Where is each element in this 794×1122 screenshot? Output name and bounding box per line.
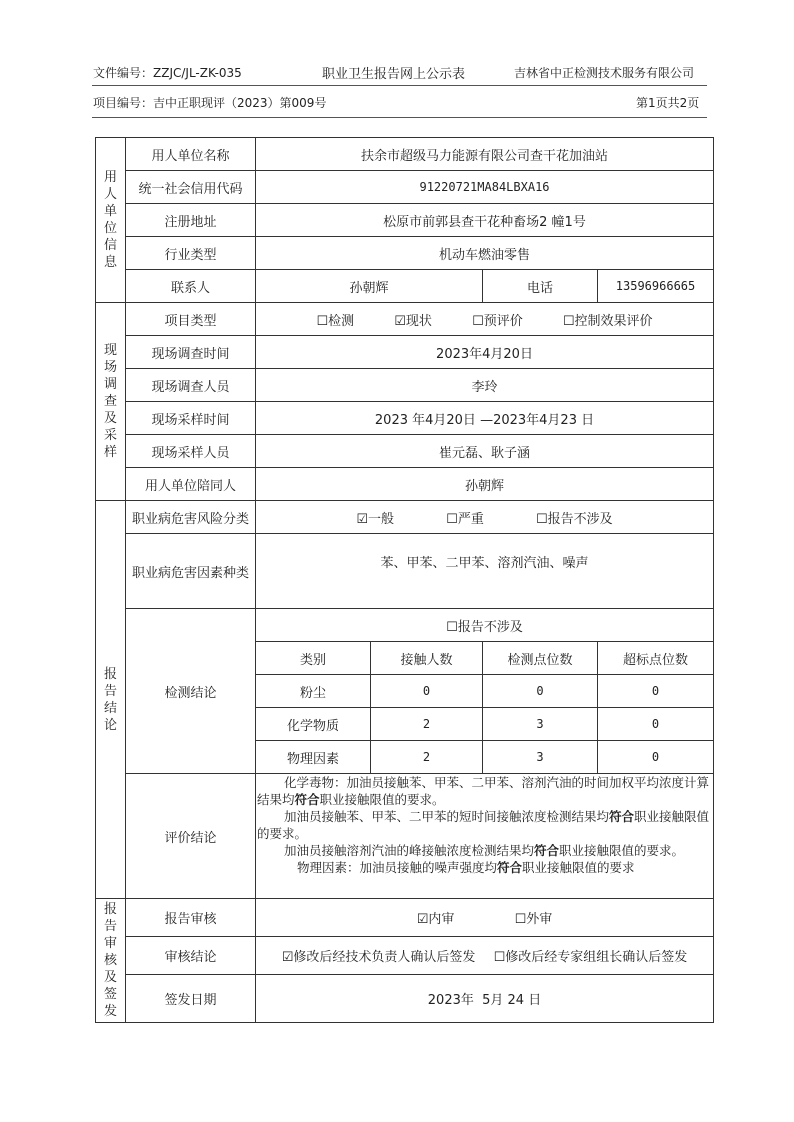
option-pre-evaluation: ☐预评价 [472,313,523,329]
header-rule-2 [92,117,707,118]
review-label: 报告审核 [126,899,256,937]
project-number: 项目编号：吉中正职现评（2023）第009号 [93,96,327,110]
eval-short-term: 加油员接触苯、甲苯、二甲苯的短时间接触浓度检测结果均符合职业接触限值的要求。 [257,809,710,841]
project-type-label: 项目类型 [126,303,256,336]
employer-name-label: 用人单位名称 [126,138,256,171]
option-not-involved: ☐报告不涉及 [535,511,613,527]
review-result-options [256,937,714,975]
row-category: 物理因素 [256,741,371,774]
row-category: 粉尘 [256,675,371,708]
sampling-time-label: 现场采样时间 [126,402,256,435]
hazard-factors-label: 职业病危害因素种类 [126,534,256,609]
project-type-options [256,303,714,336]
phone-number: 13596966665 [598,270,714,303]
registered-address: 松原市前郭县查干花种畜场2 幢1号 [256,204,714,237]
disclosure-table [95,137,714,1023]
col-test-points: 检测点位数 [483,642,598,675]
sampler: 崔元磊、耿子涵 [256,435,714,468]
header-rule [92,85,707,86]
section-review-issuance: 报 告 审 核 及 签 发 [96,899,126,1023]
eval-peak: 加油员接触溶剂汽油的峰接触浓度检测结果均符合职业接触限值的要求。 [284,843,685,858]
page-number: 第1页共2页 [636,96,700,110]
evaluation-conclusion-label: 评价结论 [126,774,256,899]
detection-not-involved: ☐报告不涉及 [256,609,714,642]
review-result-label: 审核结论 [126,937,256,975]
credit-code: 91220721MA84LBXA16 [256,171,714,204]
row-exposed-count: 0 [371,675,483,708]
risk-class-options [256,501,714,534]
eval-physical: 物理因素：加油员接触的噪声强度均符合职业接触限值的要求 [297,860,635,875]
risk-class-label: 职业病危害风险分类 [126,501,256,534]
evaluation-conclusion [256,774,714,899]
contact-person: 孙朝辉 [256,270,483,303]
review-options [256,899,714,937]
surveyor: 李玲 [256,369,714,402]
industry-label: 行业类型 [126,237,256,270]
row-test-points: 3 [483,708,598,741]
section-employer-info: 用 人 单 位 信 息 [96,138,126,303]
detection-conclusion-label: 检测结论 [126,609,256,774]
sampling-time: 2023 年4月20日 —2023年4月23 日 [256,402,714,435]
industry-type: 机动车燃油零售 [256,237,714,270]
section-report-conclusion: 报 告 结 论 [96,501,126,899]
option-current-status: ☑现状 [394,313,432,329]
section-survey-sampling: 现 场 调 查 及 采 样 [96,303,126,501]
row-exceed-points: 0 [598,708,714,741]
sampler-label: 现场采样人员 [126,435,256,468]
document-title: 职业卫生报告网上公示表 [322,67,466,82]
row-test-points: 3 [483,741,598,774]
phone-label: 电话 [483,270,598,303]
option-serious: ☐严重 [446,511,484,527]
surveyor-label: 现场调查人员 [126,369,256,402]
survey-time: 2023年4月20日 [256,336,714,369]
option-control-effect: ☐控制效果评价 [562,313,653,329]
hazard-factors: 苯、甲苯、二甲苯、溶剂汽油、噪声 [256,534,714,609]
row-exceed-points: 0 [598,675,714,708]
row-category: 化学物质 [256,708,371,741]
col-category: 类别 [256,642,371,675]
row-test-points: 0 [483,675,598,708]
survey-time-label: 现场调查时间 [126,336,256,369]
escort-person: 孙朝辉 [256,468,714,501]
option-general: ☑一般 [356,511,395,527]
col-exceed-points: 超标点位数 [598,642,714,675]
option-internal-review: ☑内审 [416,912,455,927]
row-exposed-count: 2 [371,708,483,741]
option-external-review: ☐外审 [514,912,553,927]
issue-date-label: 签发日期 [126,975,256,1023]
row-exceed-points: 0 [598,741,714,774]
col-exposed-count: 接触人数 [371,642,483,675]
address-label: 注册地址 [126,204,256,237]
eval-chemical: 化学毒物：加油员接触苯、甲苯、二甲苯、溶剂汽油的时间加权平均浓度计算结果均符合职业接触限值的要求。 [257,775,710,807]
file-number: 文件编号：ZZJC/JL-ZK-035 [93,66,242,80]
option-expert-lead: ☐修改后经专家组组长确认后签发 [493,950,688,965]
credit-code-label: 统一社会信用代码 [126,171,256,204]
option-detection: ☐检测 [316,313,355,329]
contact-label: 联系人 [126,270,256,303]
company-name: 吉林省中正检测技术服务有限公司 [514,66,695,80]
option-tech-lead: ☑修改后经技术负责人确认后签发 [281,950,476,965]
issue-date: 2023年 5月 24 日 [256,975,714,1023]
employer-name: 扶余市超级马力能源有限公司查干花加油站 [256,138,714,171]
row-exposed-count: 2 [371,741,483,774]
escort-label: 用人单位陪同人 [126,468,256,501]
